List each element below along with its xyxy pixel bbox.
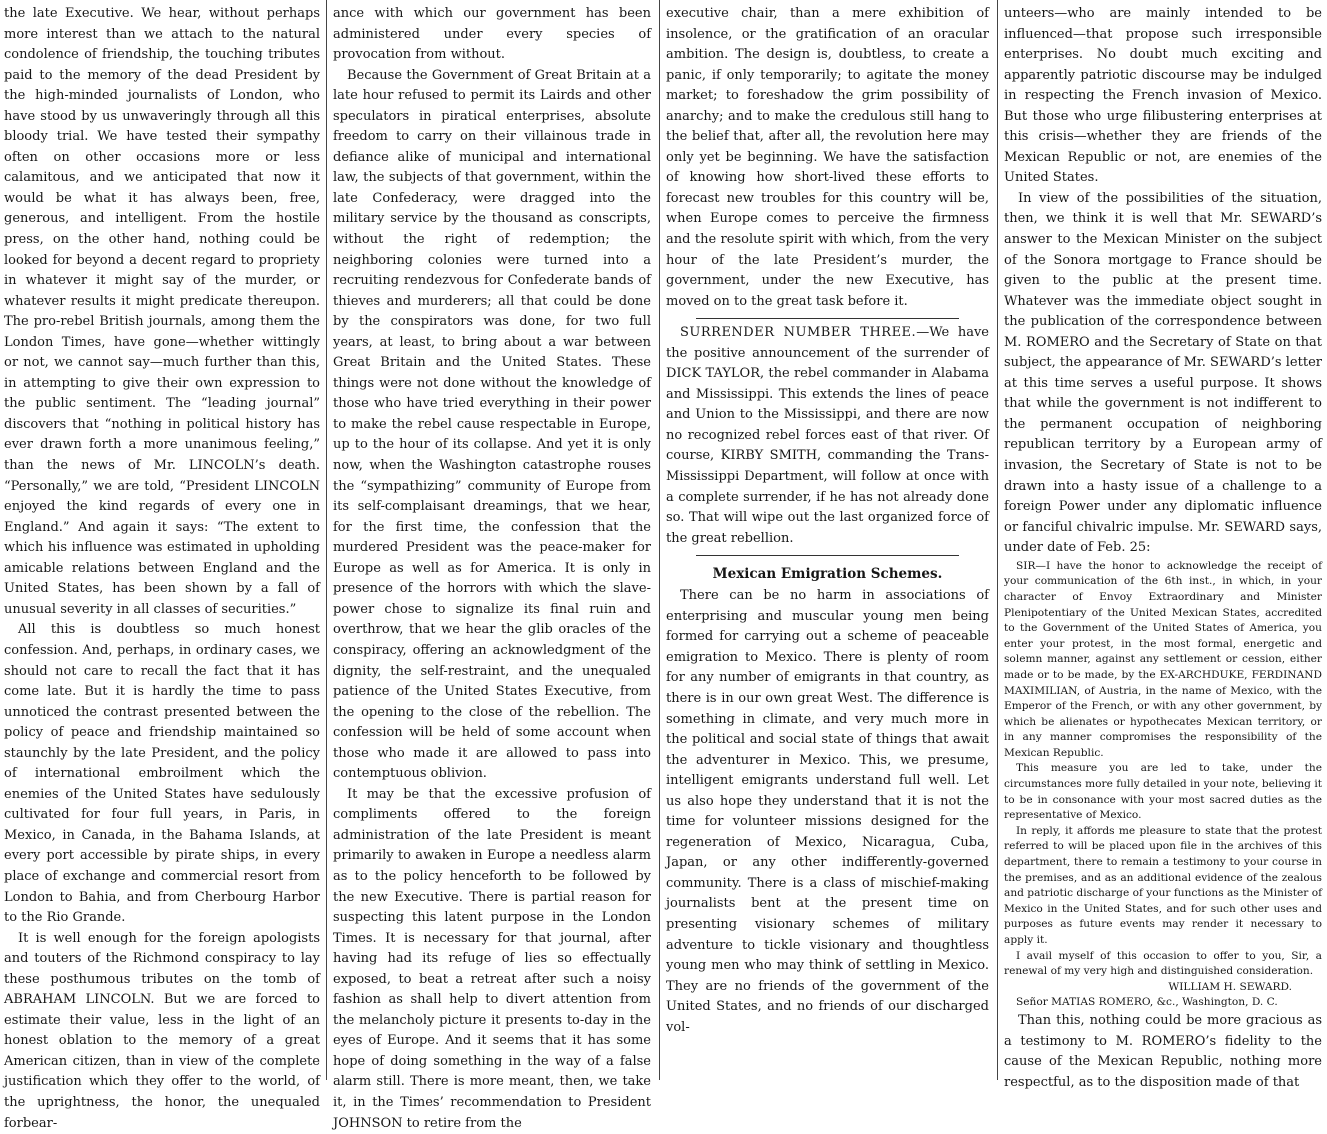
paragraph: ance with which our government has been administered under every species of provocation from without. [333, 6, 651, 63]
paragraph: It may be that the excessive profusion of compliments offered to the foreign administration of the late President is meant primarily to awaken in Europe a needless alarm as to the policy henceforth to be followed by the new Executive. There is partial reason for suspecting this latent purpose in the London Times. It is necessary for that journal, after having had its refuge of lies so effectually exposed, to beat a retreat after such a noisy fashion as shall help to divert attention from the melancholy picture it presents to-day in the eyes of Europe. And it seems that it has some hope of doing something in the way of a false alarm still. There is more meant, then, we take it, in the Times’ recommendation to President JOHNSON to retire from the [333, 786, 651, 1131]
section-lead: SURRENDER NUMBER THREE. [680, 325, 917, 341]
paragraph: There can be no harm in associations of enterprising and muscular young men being formed for carrying out a scheme of peaceable emigration to Mexico. There is plenty of room for any number of emigrants in that country, as there is in our own great West. The difference is something in climate, and very much more in the political and social state of things that await the adventurer in Mexico. This, we presume, intelligent emigrants understand full well. Let us also hope they understand that it is not the time for volunteer missions designed for the regeneration of Mexico, Nicaragua, Cuba, Japan, or any other indifferently-governed community. There is a class of mischief-making journalists bent at the present time on presenting visionary schemes of military adventure to tickle visionary and thoughtless young men who may think of settling in Mexico. They are no friends of the government of the United States, and no friends of our discharged vol- [666, 588, 989, 1035]
article-heading: Mexican Emigration Schemes. [712, 566, 943, 583]
section-divider [696, 318, 959, 319]
paragraph: Because the Government of Great Britain at a late hour refused to permit its Lairds and other speculators in piratical enterprises, absolute freedom to carry on their villainous trade in defiance alike of municipal and international law, the subjects of that government, within the late Confederacy, were dragged into the military service by the thousand as conscripts, without the right of redemption; the neighboring colonies were turned into a recruiting rendezvous for Confederate bands of thieves and murderers; all that could be done by the conspirators was done, for two full years, at least, to bring about a war between Great Britain and the United States. These things were not done without the knowledge of those who have tried everything in their power to make the rebel cause respectable in Europe, up to the hour of its collapse. And yet it is only now, when the Washington catastrophe rouses the “sympathizing” community of Europe from its self-complaisant dreamings, that we hear, for the first time, the confession that the murdered President was the peace-maker for Europe as well as for America. It is only in presence of the horrors with which the slave-power chose to signalize its final ruin and overthrow, that we hear the glib oracles of the conspiracy, offering an acknowledgment of the dignity, the self-restraint, and the unequaled patience of the United States Executive, from the opening to the close of the rebellion. The confession will be held of some account when those who made it are allowed to pass into contemptuous oblivion. [333, 67, 651, 782]
letter-signature: WILLIAM H. SEWARD. [1168, 980, 1292, 993]
column-rule [326, 0, 327, 1080]
paragraph [666, 323, 989, 549]
letter-paragraph: I avail myself of this occasion to offer to you, Sir, a renewal of my very high and distinguished consideration. [1004, 949, 1322, 978]
letter-paragraph: In reply, it affords me pleasure to state that the protest referred to will be placed upon file in the archives of this department, there to remain a testimony to your course in the premises, and as an additional evidence of the zealous and patriotic discharge of your functions as the Minister of Mexico in the United States, and for such other uses and purposes as future events may render it necessary to apply it. [1004, 824, 1322, 947]
letter-paragraph: SIR—I have the honor to acknowledge the receipt of your communication of the 6th inst., in which, in your character of Envoy Extraordinary and Minister Plenipotentiary of the United Mexican States, accredited to the Government of the United States of America, you enter your protest, in the most formal, energetic and solemn manner, against any settlement or cession, either made or to be made, by the EX-ARCHDUKE, FERDINAND MAXIMILIAN, of Austria, in the name of Mexico, with the Emperor of the French, or with any other government, by which be alienates or hypothecates Mexican territory, or in any manner compromises the responsibility of the Mexican Republic. [1004, 559, 1322, 759]
paragraph: executive chair, than a mere exhibition of insolence, or the gratification of an oracular ambition. The design is, doubtless, to create a panic, if only temporarily; to agitate the money market; to foreshadow the grim possibility of anarchy; and to make the credulous still hang to the belief that, after all, the revolution here may only yet be beginning. We have the satisfaction of knowing how short-lived these efforts to forecast new troubles for this country will be, when Europe comes to perceive the firmness and the resolute spirit with which, from the very hour of the late President’s murder, the government, under the new Executive, has moved on to the great task before it. [666, 6, 989, 309]
paragraph-text: —We have the positive announcement of the surrender of DICK TAYLOR, the rebel commander in Alabama and Mississippi. This extends the lines of peace and Union to the Mississippi, and there are now no recognized rebel forces east of that river. Of course, KIRBY SMITH, commanding the Trans-Mississippi Department, will follow at once with a complete surrender, if he has not already done so. That will wipe out the last organized force of the great rebellion. [666, 325, 989, 546]
paragraph: All this is doubtless so much honest confession. And, perhaps, in ordinary cases, we should not care to recall the fact that it has come late. But it is hardly the time to pass unnoticed the contrast presented between the policy of peace and friendship maintained so staunchly by the late President, and the policy of international embroilment which the enemies of the United States have sedulously cultivated for four full years, in Paris, in Mexico, in Canada, in the Bahama Islands, at every port accessible by pirate ships, in every place of exchange and commercial resort from London to Bahia, and from Cherbourg Harbor to the Rio Grande. [4, 622, 320, 926]
letter-addressee: Señor MATIAS ROMERO, &c., Washington, D. C. [1016, 996, 1278, 1009]
column-2 [333, 4, 651, 1131]
column-3 [666, 4, 989, 1080]
section-divider [696, 555, 959, 556]
paragraph: Than this, nothing could be more gracious as a testimony to M. ROMERO’s fidelity to the cause of the Mexican Republic, nothing more respectful, as to the disposition made of that [1004, 1012, 1322, 1090]
column-1 [4, 4, 320, 1131]
quoted-letter [1004, 559, 1322, 1011]
paragraph: the late Executive. We hear, without perhaps more interest than we attach to the natural condolence of friendship, the touching tributes paid to the memory of the dead President by the high-minded journalists of London, who have stood by us unwaveringly through all this bloody trial. We have tested their sympathy often on other occasions more or less calamitous, and we anticipated that now it would be what it has always been, free, generous, and intelligent. From the hostile press, on the other hand, nothing could be looked for beyond a decent regard to propriety in whatever it might say of the murder, or whatever results it might predicate thereupon. The pro-rebel British journals, among them the London Times, have gone—whether wittingly or not, we cannot say—much further than this, in attempting to give their own expression to the public sentiment. The “leading journal” discovers that “nothing in political history has ever drawn forth a more unanimous feeling,” than the news of Mr. LINCOLN’s death. “Personally,” we are told, “President LINCOLN enjoyed the kind regards of every one in England.” And again it says: “The extent to which his influence was estimated in upholding amicable relations between England and the United States, has been shown by a fall of unusual severity in all classes of securities.” [4, 6, 320, 617]
column-4 [1004, 4, 1322, 1090]
column-rule [997, 0, 998, 1080]
column-rule [659, 0, 660, 1080]
paragraph: It is well enough for the foreign apologists and touters of the Richmond conspiracy to lay these posthumous tributes on the tomb of ABRAHAM LINCOLN. But we are forced to estimate their value, less in the light of an honest oblation to the memory of a great American citizen, than in view of the complete justification which they offer to the world, of the uprightness, the honor, the unequaled forbear- [4, 930, 320, 1131]
paragraph: unteers—who are mainly intended to be influenced—that propose such irresponsible enterprises. No doubt much exciting and apparently patriotic discourse may be indulged in respecting the French invasion of Mexico. But those who urge filibustering enterprises at this crisis—whether they are friends of the Mexican Republic or not, are enemies of the United States. [1004, 6, 1322, 186]
paragraph: In view of the possibilities of the situation, then, we think it is well that Mr. SEWARD’s answer to the Mexican Minister on the subject of the Sonora mortgage to France should be given to the public at the present time. Whatever was the immediate object sought in the publication of the correspondence between M. ROMERO and the Secretary of State on that subject, the appearance of Mr. SEWARD’s letter at this time serves a useful purpose. It shows that while the government is not indifferent to the permanent occupation of neighboring republican territory by a European army of invasion, the Secretary of State is not to be drawn into a hasty issue of a challenge to a foreign Power under any diplomatic influence or fanciful chivalric impulse. Mr. SEWARD says, under date of Feb. 25: [1004, 190, 1322, 556]
letter-paragraph: This measure you are led to take, under the circumstances more fully detailed in your note, believing it to be in consonance with your most sacred duties as the representative of Mexico. [1004, 762, 1322, 822]
